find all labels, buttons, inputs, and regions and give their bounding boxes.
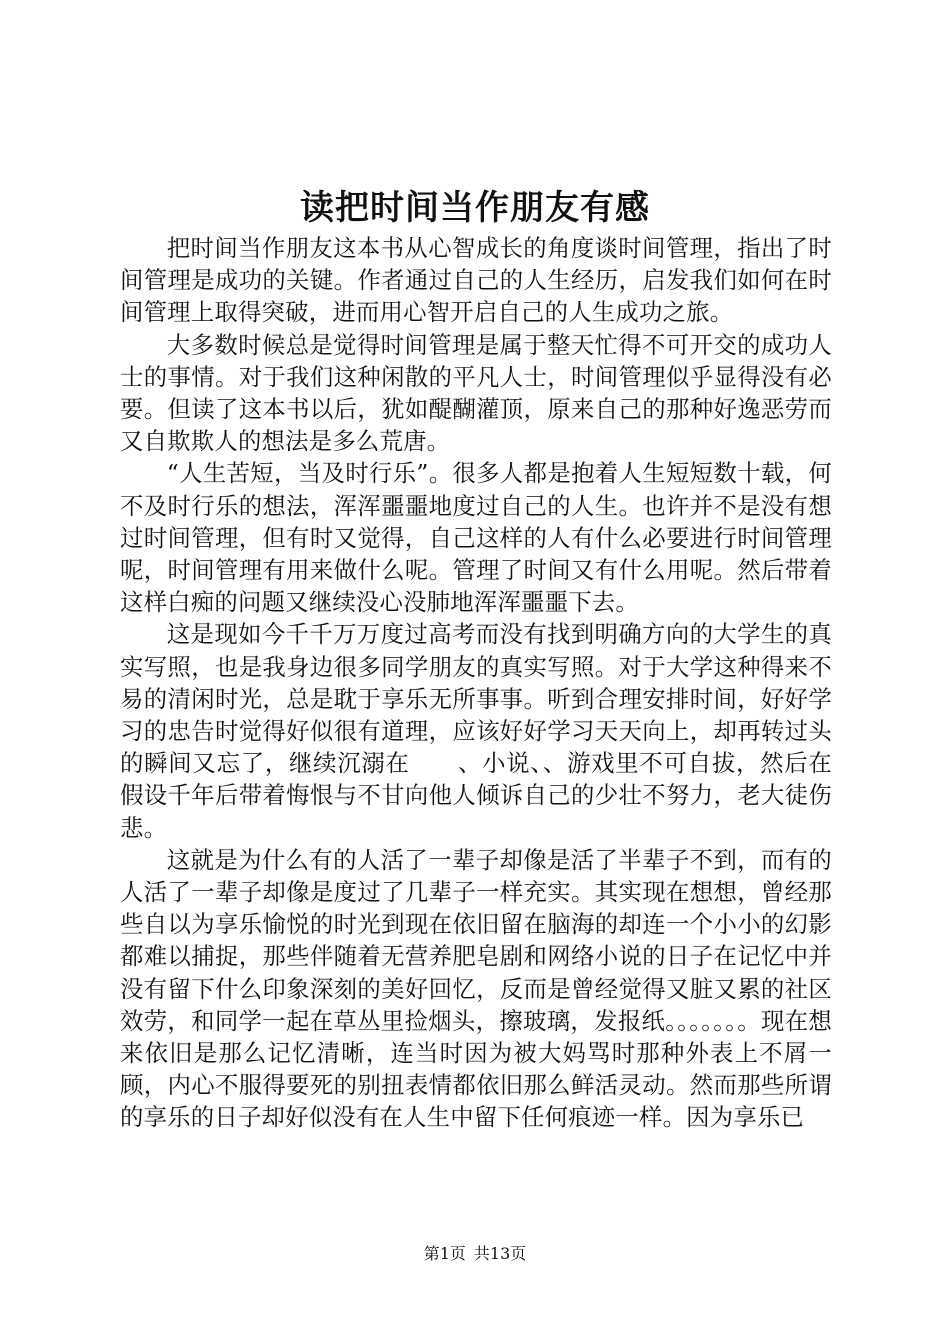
page-number: 第1页 xyxy=(423,1244,466,1263)
page-total: 共13页 xyxy=(473,1244,527,1263)
paragraph-5: 这就是为什么有的人活了一辈子却像是活了半辈子不到，而有的人活了一辈子却像是度过了几辈子一样充实。其实现在想想，曾经那些自以为享乐愉悦的时光到现在依旧留在脑海的却连一个小小的幻影都难以捕捉，那些伴随着无营养肥皂剧和网络小说的日子在记忆中并没有留下什么印象深刻的美好回忆，反而是曾经觉得又脏又累的社区效劳，和同学一起在草丛里捡烟头，擦玻璃，发报纸。。。。。。。现在想来依旧是那么记忆清晰，连当时因为被大妈骂时那种外表上不屑一顾，内心不服得要死的别扭表情都依旧那么鲜活灵动。然而那些所谓的享乐的日子却好似没有在人生中留下任何痕迹一样。因为享乐已 xyxy=(120,845,832,1132)
paragraph-2: 大多数时候总是觉得时间管理是属于整天忙得不可开交的成功人士的事情。对于我们这种闲散的平凡人士，时间管理似乎显得没有必要。但读了这本书以后，犹如醍醐灌顶，原来自己的那种好逸恶劳而又自欺欺人的想法是多么荒唐。 xyxy=(120,330,832,456)
page-footer xyxy=(0,1242,950,1266)
document-title: 读把时间当作朋友有感 xyxy=(300,188,650,228)
paragraph-1: 把时间当作朋友这本书从心智成长的角度谈时间管理，指出了时间管理是成功的关键。作者通过自己的人生经历，启发我们如何在时间管理上取得突破，进而用心智开启自己的人生成功之旅。 xyxy=(120,234,832,327)
paragraph-3: “人生苦短，当及时行乐”。很多人都是抱着人生短短数十载，何不及时行乐的想法，浑浑噩噩地度过自己的人生。也许并不是没有想过时间管理，但有时又觉得，自己这样的人有什么必要进行时间管理呢，时间管理有用来做什么呢。管理了时间又有什么用呢。然后带着这样白痴的问题又继续没心没肺地浑浑噩噩下去。 xyxy=(120,459,832,617)
document-body xyxy=(120,232,832,1134)
paragraph-4: 这是现如今千千万万度过高考而没有找到明确方向的大学生的真实写照，也是我身边很多同学朋友的真实写照。对于大学这种得来不易的清闲时光，总是耽于享乐无所事事。听到合理安排时间，好好学习的忠告时觉得好似很有道理，应该好好学习天天向上，却再转过头的瞬间又忘了，继续沉溺在 、小说、、游戏里不可自拔，然后在假设千年后带着悔恨与不甘向他人倾诉自己的少壮不努力，老大徒伤悲。 xyxy=(120,620,832,842)
